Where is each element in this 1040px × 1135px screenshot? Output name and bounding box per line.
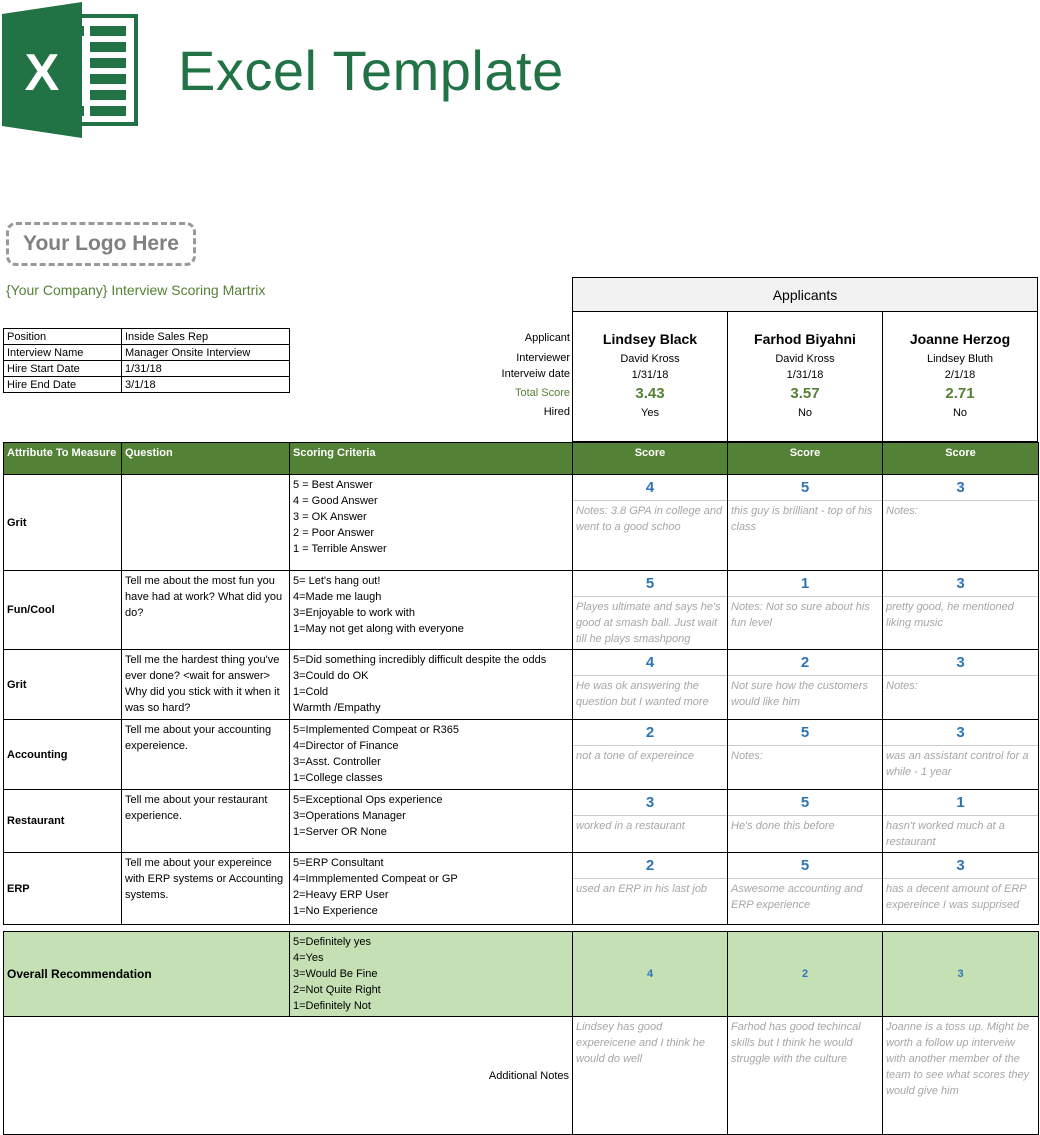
score-cell[interactable] <box>883 790 1039 853</box>
applicant-column <box>882 311 1038 442</box>
table-row <box>4 475 1039 571</box>
additional-notes-text: Additional Notes <box>488 1069 569 1082</box>
question-cell[interactable]: Tell me about your restaurant experience. <box>122 790 290 853</box>
note-text[interactable]: He was ok answering the question but I wanted more <box>576 680 709 708</box>
table-row <box>4 853 1039 925</box>
criteria-cell[interactable] <box>290 853 573 925</box>
score-value[interactable]: 4 <box>573 650 727 676</box>
score-cell[interactable] <box>573 650 728 720</box>
criteria-cell[interactable] <box>290 475 573 571</box>
info-label: Hire Start Date <box>4 361 122 377</box>
criteria-line: 4=Made me laugh <box>293 591 382 603</box>
note-text[interactable]: Notes: <box>731 750 763 762</box>
table-row <box>4 650 1039 720</box>
recommendation-score[interactable]: 2 <box>728 932 883 1017</box>
info-table <box>3 328 290 393</box>
applicant-date: 1/31/18 <box>631 369 669 381</box>
score-value[interactable]: 2 <box>573 853 727 879</box>
criteria-line: 5=Implemented Compeat or R365 <box>293 724 460 736</box>
score-cell[interactable] <box>573 571 728 650</box>
score-cell[interactable] <box>573 475 728 571</box>
score-value[interactable]: 3 <box>883 650 1038 676</box>
applicant-total-score: 3.57 <box>790 385 820 402</box>
criteria-line: 4 = Good Answer <box>293 495 378 507</box>
note-text[interactable]: Notes: 3.8 GPA in college and went to a good schoo <box>576 505 723 533</box>
question-cell[interactable]: Tell me about the most fun you have had at work? What did you do? <box>122 571 290 650</box>
applicant-date: 2/1/18 <box>944 369 976 381</box>
note-cell[interactable]: Joanne is a toss up. Might be worth a follow up interveiw with another member of the team to see what scores they would give him <box>883 1017 1039 1135</box>
applicant-date: 1/31/18 <box>786 369 824 381</box>
question-cell[interactable]: Tell me about your expereince with ERP systems or Accounting systems. <box>122 853 290 925</box>
criteria-line: 5 = Best Answer <box>293 479 373 491</box>
info-value[interactable]: 1/31/18 <box>122 361 290 377</box>
score-cell[interactable] <box>728 571 883 650</box>
criteria-line: 2=Not Quite Right <box>293 984 381 996</box>
applicant-name: Farhod Biyahni <box>754 331 856 347</box>
col-score: Score <box>883 443 1039 475</box>
logo-placeholder: Your Logo Here <box>6 222 196 266</box>
table-row <box>4 571 1039 650</box>
info-label: Position <box>4 329 122 345</box>
score-cell[interactable] <box>728 650 883 720</box>
criteria-cell[interactable] <box>290 790 573 853</box>
criteria-cell[interactable] <box>290 720 573 790</box>
additional-notes-row <box>4 1017 1039 1135</box>
col-criteria: Scoring Criteria <box>290 443 573 475</box>
svg-text:X: X <box>24 44 60 102</box>
criteria-line: 3=Would Be Fine <box>293 968 378 980</box>
page-title: Excel Template <box>178 39 564 102</box>
score-cell[interactable] <box>573 720 728 790</box>
applicant-hired: No <box>797 407 813 419</box>
recommendation-score[interactable]: 3 <box>883 932 1039 1017</box>
label-total-score: Total Score <box>514 387 570 399</box>
applicant-name: Lindsey Black <box>602 331 698 347</box>
score-value[interactable]: 1 <box>883 790 1038 816</box>
recommendation-label: Overall Recommendation <box>4 932 290 1017</box>
info-row <box>4 329 290 345</box>
score-cell[interactable] <box>573 790 728 853</box>
note-text[interactable]: this guy is brilliant - top of his class <box>731 505 873 533</box>
col-score: Score <box>573 443 728 475</box>
applicant-total-score: 3.43 <box>635 385 665 402</box>
recommendation-row <box>4 932 1039 1017</box>
applicants-header: Applicants <box>572 277 1038 312</box>
attribute-cell: ERP <box>4 853 122 925</box>
note-text[interactable]: used an ERP in his last job <box>576 883 708 895</box>
criteria-line: 5=Did something incredibly difficult despite the odds <box>293 654 547 666</box>
criteria-line: 1=Server OR None <box>293 826 387 838</box>
question-cell[interactable] <box>122 475 290 571</box>
score-value[interactable]: 3 <box>883 475 1038 501</box>
criteria-line: 5=Exceptional Ops experience <box>293 794 443 806</box>
info-row <box>4 377 290 393</box>
label-interviewer: Interviewer <box>516 352 570 364</box>
score-value[interactable]: 3 <box>883 571 1038 597</box>
note-cell[interactable]: Lindsey has good expereicene and I think he would do well <box>573 1017 728 1135</box>
score-cell[interactable] <box>883 853 1039 925</box>
note-text[interactable]: has a decent amount of ERP expereince I was supprised <box>886 883 1027 911</box>
info-label: Interview Name <box>4 345 122 361</box>
criteria-cell[interactable] <box>290 571 573 650</box>
score-value[interactable]: 5 <box>573 571 727 597</box>
attribute-cell: Restaurant <box>4 790 122 853</box>
recommendation-score[interactable]: 4 <box>573 932 728 1017</box>
note-text[interactable]: Notes: <box>886 505 918 517</box>
score-value[interactable]: 5 <box>728 475 882 501</box>
info-value[interactable]: Manager Onsite Interview <box>122 345 290 361</box>
recommendation-criteria <box>290 932 573 1017</box>
criteria-line: 1=Definitely Not <box>293 1000 371 1012</box>
additional-notes-label <box>4 1017 573 1135</box>
attribute-cell: Grit <box>4 475 122 571</box>
score-value[interactable]: 2 <box>573 720 727 746</box>
score-value[interactable]: 3 <box>883 720 1038 746</box>
table-header-row <box>4 443 1039 475</box>
score-cell[interactable] <box>883 720 1039 790</box>
applicant-interviewer: David Kross <box>775 353 835 365</box>
criteria-line: 5=ERP Consultant <box>293 857 384 869</box>
score-cell[interactable] <box>728 720 883 790</box>
info-value[interactable]: Inside Sales Rep <box>122 329 290 345</box>
criteria-line: 3=Operations Manager <box>293 810 406 822</box>
criteria-line: 4=Yes <box>293 952 324 964</box>
criteria-line: 4=Director of Finance <box>293 740 399 752</box>
criteria-line: 5=Definitely yes <box>293 936 371 948</box>
score-value[interactable]: 5 <box>728 720 882 746</box>
applicant-hired: Yes <box>641 407 659 419</box>
criteria-line: 1=May not get along with everyone <box>293 623 464 635</box>
criteria-line: 1=Cold <box>293 686 329 698</box>
criteria-line: 1 = Terrible Answer <box>293 543 387 555</box>
applicant-interviewer: Lindsey Bluth <box>926 353 994 365</box>
note-text[interactable]: Notes: Not so sure about his fun level <box>731 601 870 629</box>
applicant-labels <box>470 330 570 420</box>
table-row <box>4 790 1039 853</box>
applicant-column <box>572 311 728 442</box>
attribute-cell: Accounting <box>4 720 122 790</box>
criteria-line: 1=No Experience <box>293 905 378 917</box>
info-row <box>4 345 290 361</box>
note-text[interactable]: Aswesome accounting and ERP experience <box>731 883 863 911</box>
info-row <box>4 361 290 377</box>
col-question: Question <box>122 443 290 475</box>
score-value[interactable]: 4 <box>573 475 727 501</box>
note-text[interactable]: worked in a restaurant <box>576 820 685 832</box>
score-cell[interactable] <box>728 790 883 853</box>
criteria-line: 2 = Poor Answer <box>293 527 375 539</box>
score-value[interactable]: 5 <box>728 853 882 879</box>
score-value[interactable]: 3 <box>883 853 1038 879</box>
applicant-column <box>727 311 883 442</box>
applicant-interviewer: David Kross <box>620 353 680 365</box>
criteria-cell[interactable] <box>290 650 573 720</box>
criteria-line: 3=Asst. Controller <box>293 756 381 768</box>
criteria-line: 2=Heavy ERP User <box>293 889 389 901</box>
note-text[interactable]: Playes ultimate and says he's good at smash ball. Just wait till he plays smashpong <box>576 601 721 645</box>
recommendation-table <box>3 931 1039 1135</box>
score-value[interactable]: 1 <box>728 571 882 597</box>
criteria-line: 3 = OK Answer <box>293 511 367 523</box>
excel-logo-icon <box>2 2 138 138</box>
company-title: {Your Company} Interview Scoring Martrix <box>6 282 266 298</box>
score-cell[interactable] <box>573 853 728 925</box>
score-value[interactable]: 3 <box>573 790 727 816</box>
criteria-line: 1=College classes <box>293 772 383 784</box>
attribute-cell: Grit <box>4 650 122 720</box>
score-cell[interactable] <box>728 853 883 925</box>
applicant-total-score: 2.71 <box>945 385 975 402</box>
note-text[interactable]: was an assistant control for a while - 1 year <box>886 750 1029 778</box>
question-cell[interactable]: Tell me the hardest thing you've ever done? <wait for answer> Why did you stick with it when it was so hard? <box>122 650 290 720</box>
note-text[interactable]: pretty good, he mentioned liking music <box>886 601 1014 629</box>
label-applicant: Applicant <box>524 332 570 344</box>
col-score: Score <box>728 443 883 475</box>
note-text[interactable]: Notes: <box>886 680 918 692</box>
note-text[interactable]: not a tone of expereince <box>576 750 695 762</box>
criteria-line: 5= Let's hang out! <box>293 575 381 587</box>
applicant-hired: No <box>952 407 968 419</box>
score-cell[interactable] <box>883 571 1039 650</box>
score-value[interactable]: 2 <box>728 650 882 676</box>
info-value[interactable]: 3/1/18 <box>122 377 290 393</box>
label-hired: Hired <box>543 406 570 418</box>
score-cell[interactable] <box>728 475 883 571</box>
score-cell[interactable] <box>883 650 1039 720</box>
col-attribute: Attribute To Measure <box>4 443 122 475</box>
note-text[interactable]: He's done this before <box>731 820 835 832</box>
criteria-line: Warmth /Empathy <box>293 702 381 714</box>
score-cell[interactable] <box>883 475 1039 571</box>
note-text[interactable]: Not sure how the customers would like him <box>731 680 868 708</box>
scoring-table <box>3 442 1039 925</box>
applicant-name: Joanne Herzog <box>909 331 1011 347</box>
criteria-line: 4=Immplemented Compeat or GP <box>293 873 458 885</box>
criteria-line: 3=Could do OK <box>293 670 369 682</box>
note-cell[interactable]: Farhod has good techincal skills but I think he would struggle with the culture <box>728 1017 883 1135</box>
info-label: Hire End Date <box>4 377 122 393</box>
score-value[interactable]: 5 <box>728 790 882 816</box>
table-row <box>4 720 1039 790</box>
attribute-cell: Fun/Cool <box>4 571 122 650</box>
label-date: Interveiw date <box>501 368 570 380</box>
question-cell[interactable]: Tell me about your accounting expereience. <box>122 720 290 790</box>
note-text[interactable]: hasn't worked much at a restaurant <box>886 820 1005 848</box>
criteria-line: 3=Enjoyable to work with <box>293 607 415 619</box>
